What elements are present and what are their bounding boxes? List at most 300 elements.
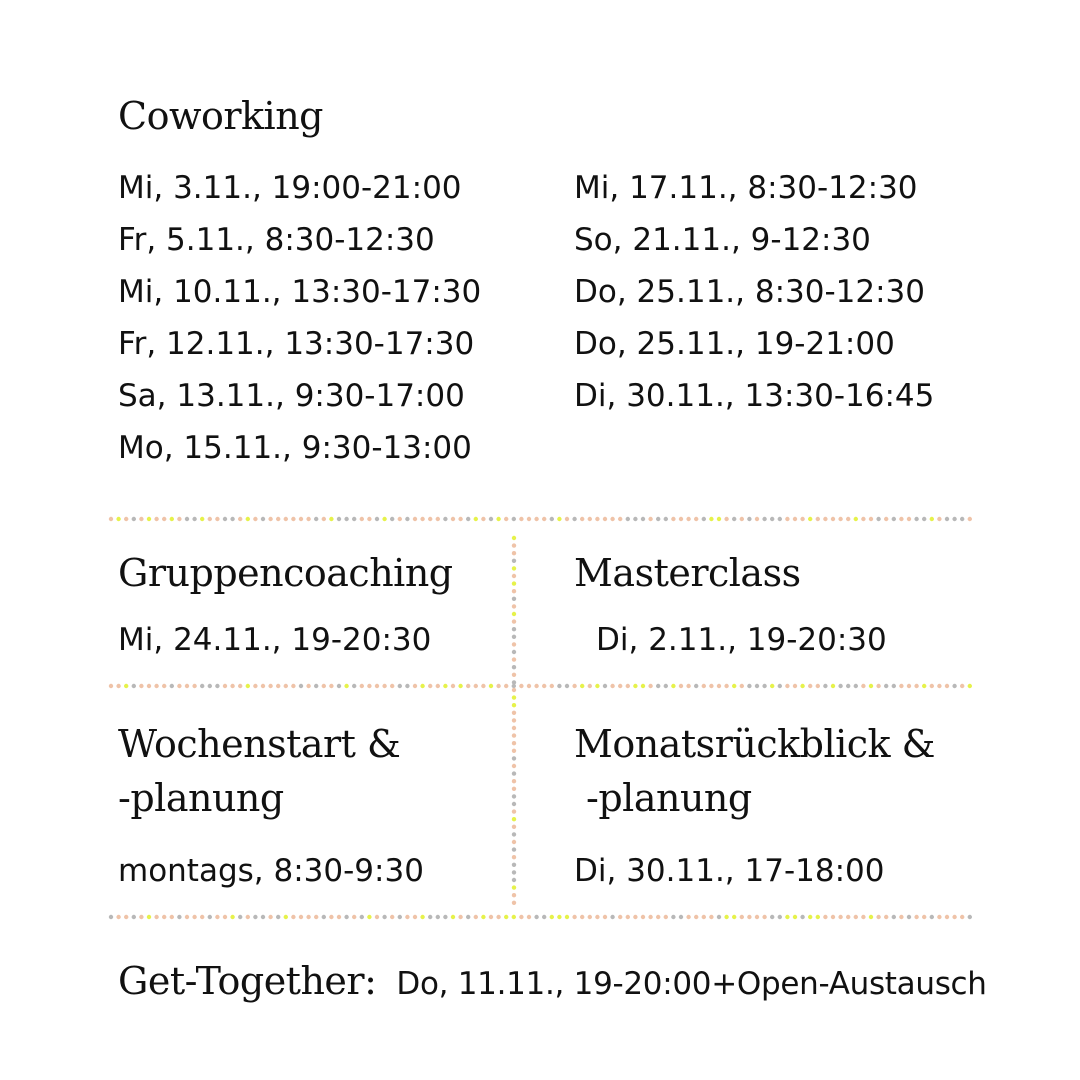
divider-dot	[170, 915, 174, 919]
divider-dot	[116, 684, 120, 688]
divider-dot	[648, 684, 652, 688]
divider-dot	[656, 517, 660, 521]
divider-dot	[329, 915, 333, 919]
divider-dot	[755, 915, 759, 919]
divider-dot	[246, 517, 250, 521]
divider-dot	[732, 684, 736, 688]
divider-dot	[512, 718, 516, 722]
divider-dot	[466, 684, 470, 688]
divider-dot	[656, 684, 660, 688]
divider-dot	[610, 684, 614, 688]
divider-dot	[443, 684, 447, 688]
list-item: Do, 25.11., 8:30-12:30	[574, 274, 925, 310]
divider-dot	[154, 517, 158, 521]
list-item: Mo, 15.11., 9:30-13:00	[118, 430, 472, 466]
divider-dot	[527, 915, 531, 919]
divider-dot	[192, 517, 196, 521]
divider-dot	[124, 915, 128, 919]
divider-dot	[299, 684, 303, 688]
divider-dot	[717, 915, 721, 919]
divider-dot	[185, 684, 189, 688]
divider-dot	[413, 915, 417, 919]
divider-dot	[223, 517, 227, 521]
divider-dot	[504, 915, 508, 919]
divider-dot	[519, 684, 523, 688]
divider-dot	[534, 517, 538, 521]
divider-dot	[398, 915, 402, 919]
coworking-right-list	[574, 168, 934, 428]
divider-dot	[458, 684, 462, 688]
divider-dot	[968, 517, 972, 521]
divider-dot	[922, 915, 926, 919]
divider-dot	[861, 517, 865, 521]
divider-dot	[215, 517, 219, 521]
divider-dot	[770, 517, 774, 521]
divider-dot	[512, 688, 516, 692]
divider-dot	[147, 517, 151, 521]
divider-dot	[838, 517, 842, 521]
divider-dot	[922, 517, 926, 521]
divider-dot	[512, 612, 516, 616]
divider-dot	[512, 809, 516, 813]
divider-dot	[793, 517, 797, 521]
list-item: Do, 25.11., 19-21:00	[574, 326, 895, 362]
divider-dot	[291, 915, 295, 919]
divider-dot	[588, 684, 592, 688]
divider-dot	[512, 878, 516, 882]
divider-dot	[512, 604, 516, 608]
divider-dot	[420, 684, 424, 688]
divider-dot	[420, 517, 424, 521]
divider-dot	[428, 517, 432, 521]
divider-dot	[512, 915, 516, 919]
divider-dot	[284, 517, 288, 521]
divider-dot	[253, 517, 257, 521]
divider-dot	[884, 517, 888, 521]
divider-dot	[375, 684, 379, 688]
divider-dot	[208, 915, 212, 919]
divider-dot	[618, 915, 622, 919]
divider-dot	[899, 517, 903, 521]
divider-dot	[284, 915, 288, 919]
wochenstart-heading-line2: -planung	[118, 776, 284, 820]
get-together-label: Get-Together:	[118, 959, 377, 1003]
divider-dot	[512, 680, 516, 684]
get-together-row	[118, 958, 987, 1004]
divider-dot	[223, 684, 227, 688]
divider-dot	[519, 915, 523, 919]
divider-dot	[610, 517, 614, 521]
divider-dot	[246, 684, 250, 688]
divider-dot	[671, 517, 675, 521]
divider-dot	[314, 915, 318, 919]
masterclass-heading: Masterclass	[574, 551, 801, 595]
divider-dot	[512, 893, 516, 897]
divider-dot	[124, 517, 128, 521]
divider-dot	[816, 684, 820, 688]
divider-dot	[451, 517, 455, 521]
divider-dot	[512, 771, 516, 775]
wochenstart-date: montags, 8:30-9:30	[118, 853, 424, 889]
divider-dot	[390, 915, 394, 919]
dotted-divider	[108, 515, 972, 523]
divider-dot	[861, 915, 865, 919]
divider-dot	[641, 517, 645, 521]
divider-dot	[831, 915, 835, 919]
divider-dot	[565, 517, 569, 521]
divider-dot	[230, 684, 234, 688]
divider-dot	[192, 684, 196, 688]
divider-dot	[861, 684, 865, 688]
divider-dot	[580, 684, 584, 688]
divider-dot	[306, 517, 310, 521]
divider-dot	[162, 684, 166, 688]
divider-dot	[762, 517, 766, 521]
divider-dot	[139, 915, 143, 919]
divider-dot	[937, 517, 941, 521]
divider-dot	[474, 517, 478, 521]
divider-dot	[512, 566, 516, 570]
divider-dot	[899, 915, 903, 919]
divider-dot	[352, 684, 356, 688]
divider-dot	[550, 517, 554, 521]
divider-dot	[968, 684, 972, 688]
divider-dot	[595, 915, 599, 919]
divider-dot	[124, 684, 128, 688]
divider-dot	[679, 915, 683, 919]
divider-dot	[747, 915, 751, 919]
divider-dot	[200, 684, 204, 688]
divider-dot	[762, 684, 766, 688]
divider-dot	[937, 915, 941, 919]
divider-dot	[337, 915, 341, 919]
divider-dot	[139, 517, 143, 521]
divider-dot	[512, 825, 516, 829]
divider-dot	[337, 517, 341, 521]
divider-dot	[572, 517, 576, 521]
list-item: Di, 30.11., 13:30-16:45	[574, 378, 935, 414]
divider-dot	[436, 915, 440, 919]
divider-dot	[405, 915, 409, 919]
divider-dot	[276, 915, 280, 919]
divider-dot	[512, 855, 516, 859]
divider-dot	[208, 684, 212, 688]
divider-dot	[261, 684, 265, 688]
divider-dot	[892, 517, 896, 521]
divider-dot	[648, 517, 652, 521]
divider-dot	[185, 915, 189, 919]
divider-dot	[375, 517, 379, 521]
divider-dot	[238, 517, 242, 521]
divider-dot	[641, 915, 645, 919]
divider-dot	[512, 901, 516, 905]
divider-dot	[603, 684, 607, 688]
divider-dot	[869, 915, 873, 919]
divider-dot	[512, 627, 516, 631]
list-item: Mi, 10.11., 13:30-17:30	[118, 274, 482, 310]
divider-dot	[876, 517, 880, 521]
divider-dot	[428, 915, 432, 919]
divider-dot	[770, 684, 774, 688]
divider-dot	[565, 684, 569, 688]
divider-dot	[740, 915, 744, 919]
divider-dot	[276, 684, 280, 688]
divider-dot	[512, 749, 516, 753]
divider-dot	[702, 915, 706, 919]
divider-dot	[633, 517, 637, 521]
divider-dot	[512, 597, 516, 601]
divider-dot	[474, 915, 478, 919]
divider-dot	[451, 684, 455, 688]
divider-dot	[360, 517, 364, 521]
divider-dot	[527, 517, 531, 521]
list-item: Sa, 13.11., 9:30-17:00	[118, 378, 465, 414]
divider-dot	[512, 517, 516, 521]
divider-dot	[322, 915, 326, 919]
divider-dot	[694, 915, 698, 919]
divider-dot	[291, 517, 295, 521]
divider-dot	[398, 684, 402, 688]
divider-dot	[930, 915, 934, 919]
divider-dot	[572, 684, 576, 688]
divider-dot	[686, 915, 690, 919]
divider-dot	[671, 684, 675, 688]
divider-dot	[443, 915, 447, 919]
divider-dot	[253, 915, 257, 919]
divider-dot	[512, 650, 516, 654]
divider-dot	[496, 684, 500, 688]
wochenstart-heading-line1: Wochenstart &	[118, 722, 401, 766]
divider-dot	[329, 684, 333, 688]
divider-dot	[550, 684, 554, 688]
divider-dot	[405, 684, 409, 688]
divider-dot	[747, 517, 751, 521]
divider-dot	[109, 517, 113, 521]
divider-dot	[329, 517, 333, 521]
divider-dot	[816, 915, 820, 919]
get-together-date: Do, 11.11., 19-20:00+Open-Austausch	[396, 966, 987, 1002]
divider-dot	[914, 517, 918, 521]
divider-dot	[740, 517, 744, 521]
divider-dot	[299, 517, 303, 521]
divider-dot	[215, 684, 219, 688]
divider-dot	[512, 764, 516, 768]
divider-dot	[664, 517, 668, 521]
divider-dot	[306, 915, 310, 919]
divider-dot	[132, 684, 136, 688]
divider-dot	[778, 517, 782, 521]
divider-dot	[846, 517, 850, 521]
divider-dot	[413, 517, 417, 521]
divider-dot	[337, 684, 341, 688]
divider-dot	[512, 695, 516, 699]
divider-dot	[306, 684, 310, 688]
divider-dot	[709, 684, 713, 688]
divider-dot	[884, 684, 888, 688]
divider-dot	[504, 517, 508, 521]
divider-dot	[268, 915, 272, 919]
divider-dot	[914, 684, 918, 688]
divider-dot	[626, 915, 630, 919]
divider-dot	[116, 517, 120, 521]
divider-dot	[892, 684, 896, 688]
divider-dot	[276, 517, 280, 521]
divider-dot	[968, 915, 972, 919]
divider-dot	[831, 684, 835, 688]
divider-dot	[952, 517, 956, 521]
divider-dot	[686, 517, 690, 521]
divider-dot	[816, 517, 820, 521]
divider-dot	[724, 684, 728, 688]
divider-dot	[177, 684, 181, 688]
divider-dot	[793, 915, 797, 919]
divider-dot	[588, 517, 592, 521]
divider-dot	[960, 517, 964, 521]
divider-dot	[732, 915, 736, 919]
divider-dot	[512, 635, 516, 639]
divider-dot	[367, 684, 371, 688]
divider-dot	[352, 915, 356, 919]
divider-dot	[223, 915, 227, 919]
divider-dot	[854, 684, 858, 688]
divider-dot	[892, 915, 896, 919]
divider-dot	[785, 684, 789, 688]
divider-dot	[154, 684, 158, 688]
divider-dot	[785, 517, 789, 521]
divider-dot	[147, 684, 151, 688]
divider-dot	[542, 517, 546, 521]
divider-dot	[542, 684, 546, 688]
divider-dot	[595, 517, 599, 521]
dotted-vertical-divider	[510, 535, 518, 905]
divider-dot	[869, 517, 873, 521]
divider-dot	[603, 915, 607, 919]
divider-dot	[960, 684, 964, 688]
divider-dot	[238, 915, 242, 919]
gruppencoaching-heading: Gruppencoaching	[118, 551, 453, 595]
divider-dot	[200, 517, 204, 521]
divider-dot	[512, 787, 516, 791]
divider-dot	[261, 517, 265, 521]
divider-dot	[876, 684, 880, 688]
divider-dot	[512, 863, 516, 867]
divider-dot	[914, 915, 918, 919]
divider-dot	[512, 847, 516, 851]
divider-dot	[504, 684, 508, 688]
divider-dot	[512, 711, 516, 715]
divider-dot	[595, 684, 599, 688]
list-item: Fr, 12.11., 13:30-17:30	[118, 326, 475, 362]
divider-dot	[702, 517, 706, 521]
divider-dot	[755, 517, 759, 521]
divider-dot	[618, 684, 622, 688]
divider-dot	[823, 684, 827, 688]
divider-dot	[747, 684, 751, 688]
divider-dot	[626, 684, 630, 688]
divider-dot	[322, 517, 326, 521]
divider-dot	[694, 517, 698, 521]
divider-dot	[907, 915, 911, 919]
divider-dot	[489, 915, 493, 919]
divider-dot	[109, 684, 113, 688]
divider-dot	[436, 684, 440, 688]
divider-dot	[352, 517, 356, 521]
divider-dot	[869, 684, 873, 688]
divider-dot	[116, 915, 120, 919]
divider-dot	[489, 517, 493, 521]
divider-dot	[671, 915, 675, 919]
list-item: So, 21.11., 9-12:30	[574, 222, 871, 258]
divider-dot	[185, 517, 189, 521]
divider-dot	[656, 915, 660, 919]
divider-dot	[922, 684, 926, 688]
divider-dot	[846, 915, 850, 919]
divider-dot	[960, 915, 964, 919]
divider-dot	[443, 517, 447, 521]
divider-dot	[512, 832, 516, 836]
divider-dot	[481, 517, 485, 521]
divider-dot	[367, 915, 371, 919]
divider-dot	[170, 517, 174, 521]
divider-dot	[512, 574, 516, 578]
divider-dot	[253, 684, 257, 688]
divider-dot	[230, 915, 234, 919]
divider-dot	[132, 517, 136, 521]
divider-dot	[512, 779, 516, 783]
divider-dot	[557, 517, 561, 521]
list-item: Mi, 17.11., 8:30-12:30	[574, 170, 918, 206]
divider-dot	[854, 517, 858, 521]
divider-dot	[428, 684, 432, 688]
divider-dot	[496, 915, 500, 919]
divider-dot	[679, 684, 683, 688]
divider-dot	[633, 684, 637, 688]
divider-dot	[694, 684, 698, 688]
divider-dot	[793, 684, 797, 688]
divider-dot	[382, 915, 386, 919]
divider-dot	[937, 684, 941, 688]
divider-dot	[512, 559, 516, 563]
monatsrueckblick-heading-line2: -planung	[586, 776, 752, 820]
divider-dot	[945, 915, 949, 919]
divider-dot	[610, 915, 614, 919]
divider-dot	[360, 915, 364, 919]
divider-dot	[284, 684, 288, 688]
divider-dot	[785, 915, 789, 919]
divider-dot	[139, 684, 143, 688]
divider-dot	[664, 684, 668, 688]
divider-dot	[246, 915, 250, 919]
divider-dot	[838, 684, 842, 688]
divider-dot	[534, 684, 538, 688]
divider-dot	[800, 684, 804, 688]
divider-dot	[930, 517, 934, 521]
divider-dot	[215, 915, 219, 919]
divider-dot	[831, 517, 835, 521]
divider-dot	[823, 915, 827, 919]
divider-dot	[512, 642, 516, 646]
divider-dot	[800, 517, 804, 521]
divider-dot	[512, 885, 516, 889]
divider-dot	[512, 756, 516, 760]
divider-dot	[208, 517, 212, 521]
list-item: Mi, 3.11., 19:00-21:00	[118, 170, 462, 206]
divider-dot	[512, 794, 516, 798]
divider-dot	[762, 915, 766, 919]
divider-dot	[512, 870, 516, 874]
divider-dot	[709, 517, 713, 521]
divider-dot	[808, 517, 812, 521]
